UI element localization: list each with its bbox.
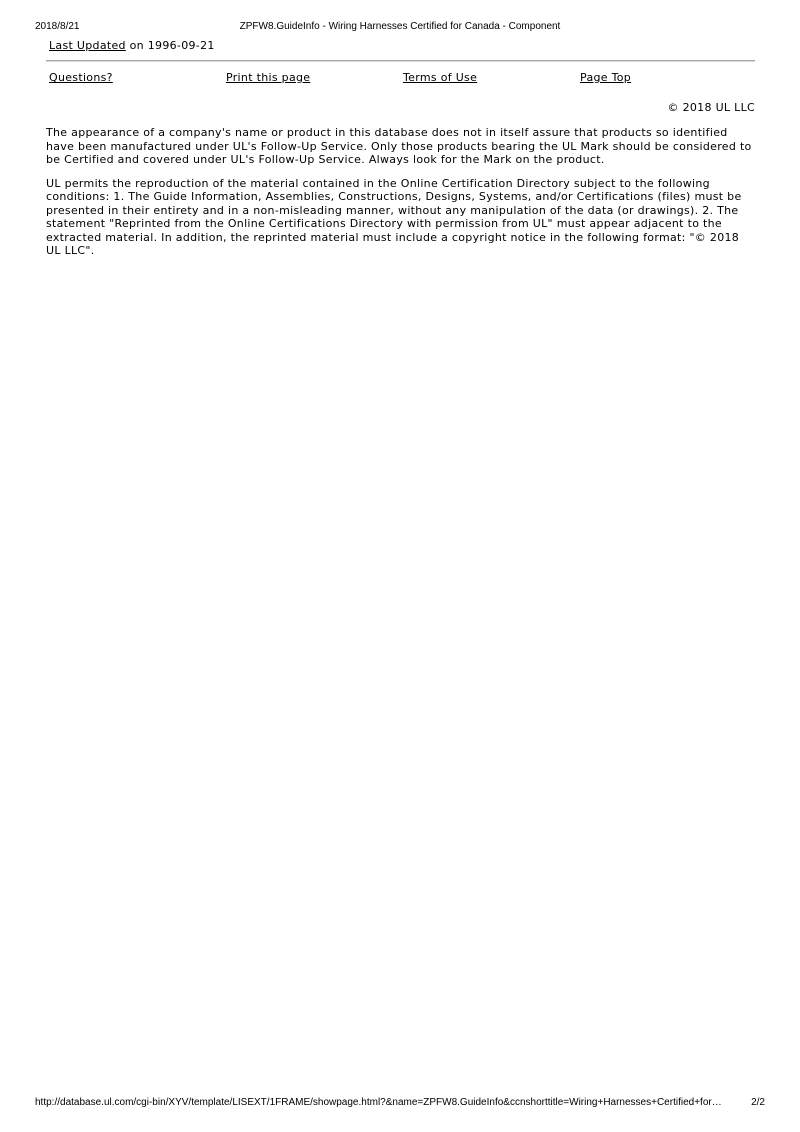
page-content xyxy=(46,38,755,258)
print-date: 2018/8/21 xyxy=(35,21,80,32)
footer-links xyxy=(46,70,755,86)
disclaimer-paragraph: The appearance of a company's name or product in this database does not in itself assure that products so identified have been manufactured under UL's Follow-Up Service. Only those products bearing the UL Mark should be considered to be Certified and covered under UL's Follow-Up Service. Always look for the Mark on the product. xyxy=(46,126,752,166)
print-url: http://database.ul.com/cgi-bin/XYV/template/LISEXT/1FRAME/showpage.html?&name=ZPFW8.GuideInfo&ccnshorttitle=Wiring+Harnesses+Certified+for… xyxy=(35,1097,722,1108)
last-updated-line xyxy=(46,38,755,54)
reproduction-terms-paragraph: UL permits the reproduction of the material contained in the Online Certification Directory subject to the following conditions: 1. The Guide Information, Assemblies, Constructions, Designs, Systems, and/or Certifications (files) must be presented in their entirety and in a non-misleading manner, without any manipulation of the data (or drawings). 2. The statement "Reprinted from the Online Certifications Directory with permission from UL" must appear adjacent to the extracted material. In addition, the reprinted material must include a copyright notice in the following format: "© 2018 UL LLC". xyxy=(46,176,742,257)
print-title: ZPFW8.GuideInfo - Wiring Harnesses Certified for Canada - Component xyxy=(239,21,561,32)
print-header xyxy=(35,21,765,35)
last-updated-link[interactable]: Last Updated xyxy=(49,39,126,52)
copyright-notice: © 2018 UL LLC xyxy=(667,101,755,114)
terms-of-use-link[interactable]: Terms of Use xyxy=(403,71,478,84)
page-top-link[interactable]: Page Top xyxy=(580,71,632,84)
last-updated-date: on 1996-09-21 xyxy=(125,39,215,52)
print-page-link[interactable]: Print this page xyxy=(226,71,311,84)
page-number: 2/2 xyxy=(751,1097,765,1108)
questions-link[interactable]: Questions? xyxy=(49,71,113,84)
divider xyxy=(46,60,755,62)
print-footer xyxy=(35,1097,765,1111)
